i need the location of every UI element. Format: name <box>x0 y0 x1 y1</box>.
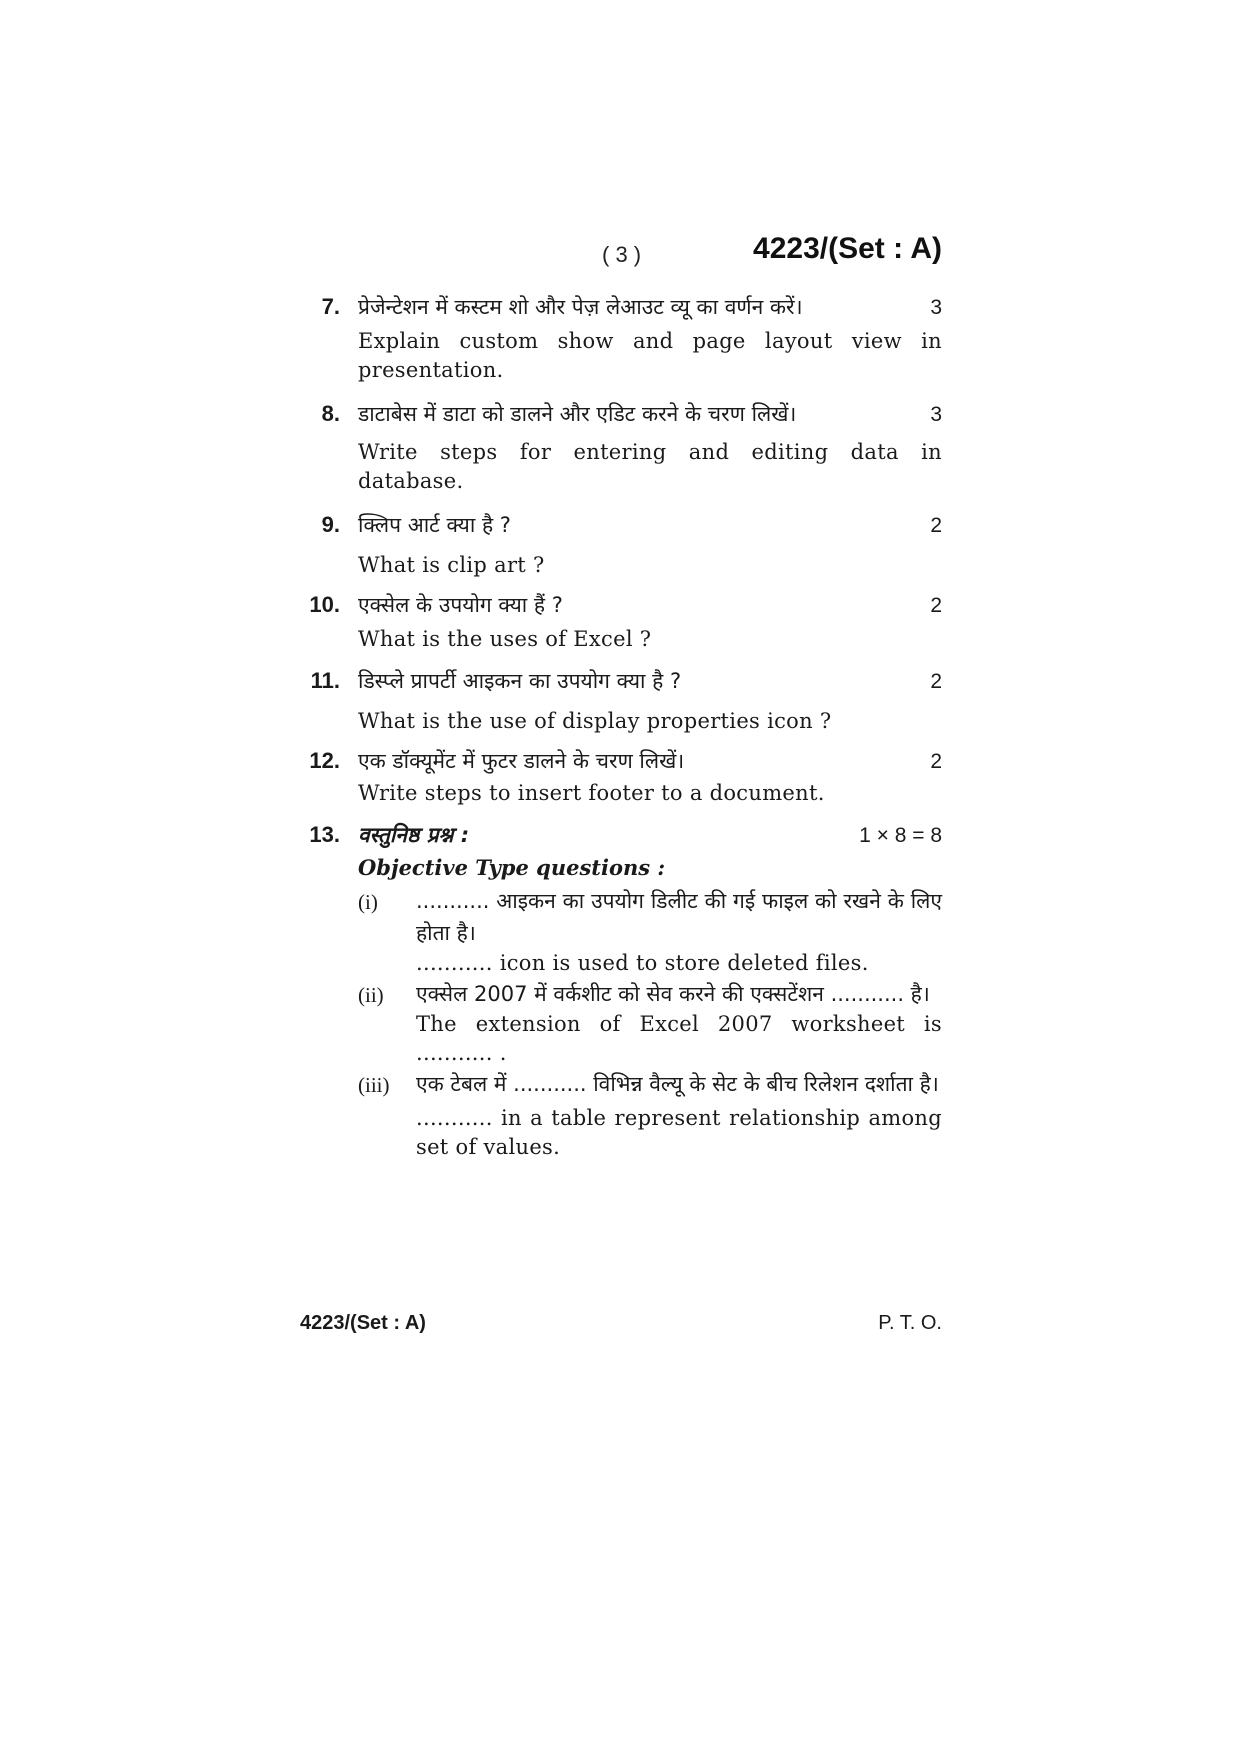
question-number: 12. <box>309 748 340 773</box>
item-text-hindi: ........... आइकन का उपयोग डिलीट की गई फाइल को रखने के लिए होता है। <box>416 889 942 945</box>
page-number: ( 3 ) <box>602 242 642 267</box>
question-text-english: Explain custom show and page layout view in presentation. <box>358 329 942 382</box>
pto-label: P. T. O. <box>878 1312 942 1334</box>
item-text-hindi: एक्सेल 2007 में वर्कशीट को सेव करने की एक्सटेंशन ........... है। <box>416 982 930 1006</box>
question-marks: 1 × 8 = 8 <box>859 824 942 847</box>
page-footer <box>300 1312 942 1335</box>
question-13 <box>300 818 942 1162</box>
objective-item-ii <box>358 978 942 1068</box>
footer-set-code: 4223/(Set : A) <box>300 1312 426 1334</box>
item-label: (ii) <box>358 983 384 1007</box>
item-text-english: The extension of Excel 2007 worksheet is ........... . <box>416 1012 942 1065</box>
item-text-english: ........... icon is used to store deleted files. <box>416 951 869 975</box>
question-11 <box>300 664 942 736</box>
question-text-hindi: डिस्प्ले प्रापर्टी आइकन का उपयोग क्या है ? <box>358 669 682 693</box>
question-marks: 3 <box>930 296 942 319</box>
question-8 <box>300 397 942 496</box>
item-text-hindi: एक टेबल में ........... विभिन्न वैल्यू के सेट के बीच रिलेशन दर्शाता है। <box>416 1072 939 1096</box>
question-number: 8. <box>321 401 340 426</box>
question-text-english: What is the use of display properties icon ? <box>358 709 832 733</box>
question-text-english: Write steps to insert footer to a document. <box>358 781 825 805</box>
question-marks: 3 <box>930 403 942 426</box>
question-12 <box>300 744 942 808</box>
question-text-english: Write steps for entering and editing data in database. <box>358 440 942 493</box>
set-code: 4223/(Set : A) <box>753 232 942 265</box>
question-7 <box>300 290 942 385</box>
item-text-english: ........... in a table represent relationship among set of values. <box>416 1106 942 1159</box>
question-number: 7. <box>321 294 340 319</box>
objective-item-i <box>358 885 942 978</box>
question-number: 10. <box>309 592 340 617</box>
item-label: (iii) <box>358 1073 390 1097</box>
item-label: (i) <box>358 890 378 914</box>
question-text-english: What is the uses of Excel ? <box>358 627 652 651</box>
objective-item-iii <box>358 1068 942 1162</box>
exam-page <box>300 230 942 1340</box>
question-text-english: What is clip art ? <box>358 553 545 577</box>
question-text-hindi: एक्सेल के उपयोग क्या हैं ? <box>358 593 563 617</box>
question-text-hindi: एक डॉक्यूमेंट में फुटर डालने के चरण लिखें। <box>358 749 685 773</box>
objective-heading-english: Objective Type questions : <box>358 855 666 880</box>
question-marks: 2 <box>930 750 942 773</box>
question-number: 11. <box>310 668 340 693</box>
objective-heading-hindi: वस्तुनिष्ठ प्रश्न : <box>358 823 470 847</box>
question-text-hindi: प्रेजेन्टेशन में कस्टम शो और पेज़ लेआउट व्यू का वर्णन करें। <box>358 295 803 319</box>
question-10 <box>300 588 942 654</box>
question-text-hindi: डाटाबेस में डाटा को डालने और एडिट करने के चरण लिखें। <box>358 402 797 426</box>
question-9 <box>300 508 942 580</box>
question-number: 9. <box>321 512 340 537</box>
page-header <box>300 230 942 290</box>
question-marks: 2 <box>930 514 942 537</box>
question-marks: 2 <box>930 594 942 617</box>
question-number: 13. <box>309 822 340 847</box>
question-marks: 2 <box>930 670 942 693</box>
question-text-hindi: क्लिप आर्ट क्या है ? <box>358 513 511 537</box>
